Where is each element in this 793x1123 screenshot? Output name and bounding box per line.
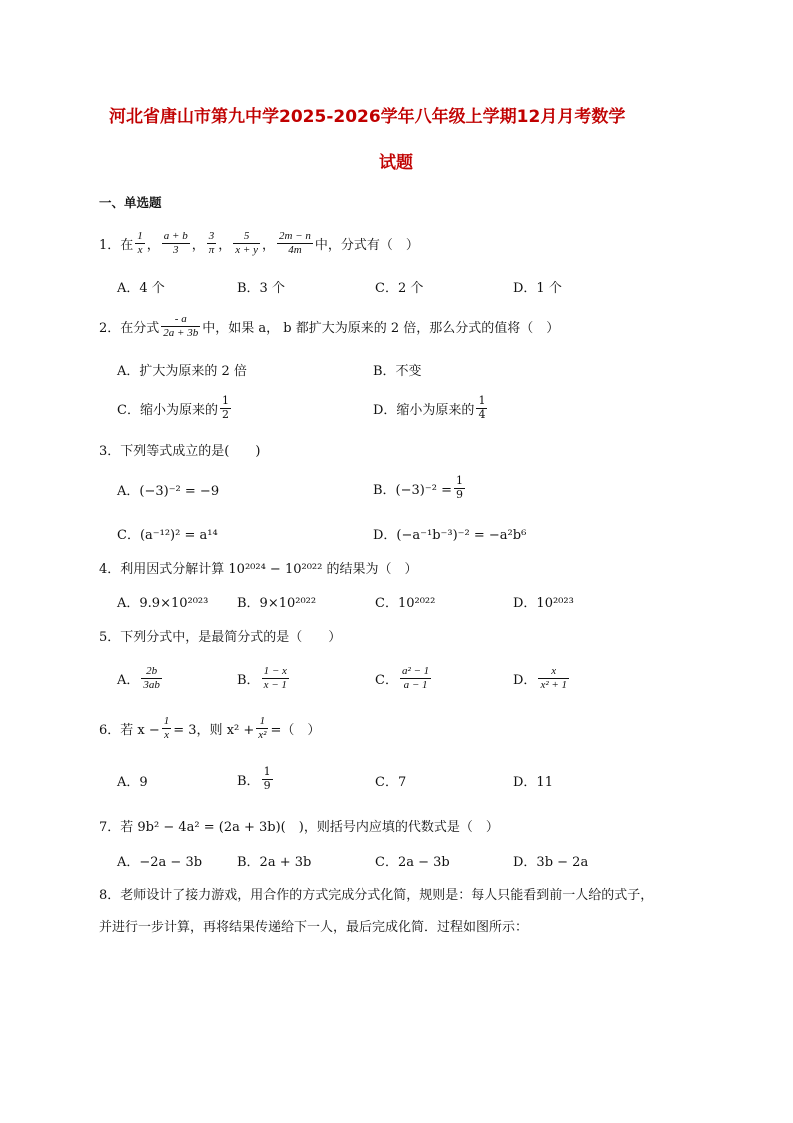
q1-frac-4: $\frac{5}{x + y}$ bbox=[235, 229, 258, 256]
q5-option-b-frac: $\frac{1 - x}{x - 1}$ bbox=[263, 664, 287, 691]
q1-frac-3: $\frac{3}{\pi}$ bbox=[208, 229, 215, 256]
q6-option-b[interactable] bbox=[237, 762, 275, 796]
q4-option-b[interactable]: B．9×10²⁰²² bbox=[237, 596, 317, 611]
q1-sep: ， bbox=[146, 237, 160, 253]
q6-frac-2: $\frac{1}{\text{x²}}$ bbox=[258, 714, 267, 741]
section-heading: 一、单选题 bbox=[99, 195, 162, 210]
q3-option-b[interactable] bbox=[373, 472, 467, 504]
q5-option-d-label: D． bbox=[513, 672, 537, 688]
q6-option-a[interactable]: A．9 bbox=[117, 775, 148, 790]
q2-tail: 中，如果 a， b 都扩大为原来的 2 倍，那么分式的值将（ ） bbox=[202, 320, 560, 336]
q5-option-c-label: C． bbox=[375, 672, 398, 688]
q1-option-a[interactable]: A．4 个 bbox=[117, 281, 165, 296]
q5-option-c[interactable] bbox=[375, 660, 433, 696]
q6-option-b-frac: $\frac{1}{9}$ bbox=[263, 764, 271, 792]
question-8-line-1: 8．老师设计了接力游戏，用合作的方式完成分式化简，规则是：每人只能看到前一人给的式子， bbox=[99, 888, 654, 903]
q7-option-c[interactable]: C．2a − 3b bbox=[375, 855, 450, 870]
q6-option-c[interactable]: C．7 bbox=[375, 775, 407, 790]
q6-tail: =（ ） bbox=[270, 722, 321, 738]
q4-option-d[interactable]: D．10²⁰²³ bbox=[513, 596, 574, 611]
question-1 bbox=[99, 225, 419, 261]
q3-option-d[interactable]: D．(−a⁻¹b⁻³)⁻² = −a²b⁶ bbox=[373, 528, 527, 543]
q2-lead: 2．在分式 bbox=[99, 320, 160, 336]
q4-option-a[interactable]: A．9.9×10²⁰²³ bbox=[117, 596, 209, 611]
q5-option-b[interactable] bbox=[237, 660, 291, 696]
q7-option-a[interactable]: A．−2a − 3b bbox=[117, 855, 203, 870]
q7-option-b[interactable]: B．2a + 3b bbox=[237, 855, 312, 870]
q3-option-b-text: B．(−3)⁻² = bbox=[373, 482, 452, 498]
q6-mid: = 3，则 x² + bbox=[173, 722, 255, 738]
q3-option-a[interactable]: A．(−3)⁻² = −9 bbox=[117, 484, 220, 499]
page-title-line1: 河北省唐山市第九中学2025-2026学年八年级上学期12月月考数学 bbox=[109, 107, 626, 127]
q3-option-c[interactable]: C．(a⁻¹²)² = a¹⁴ bbox=[117, 528, 218, 543]
q1-frac-1: $\frac{1}{x}$ bbox=[137, 229, 143, 256]
page-title-line2: 试题 bbox=[379, 153, 413, 173]
q1-lead: 1．在 bbox=[99, 237, 134, 253]
q5-option-a-frac: $\frac{2b}{3ab}$ bbox=[143, 664, 160, 691]
q4-option-c[interactable]: C．10²⁰²² bbox=[375, 596, 436, 611]
q2-option-b[interactable]: B．不变 bbox=[373, 364, 422, 379]
question-3: 3．下列等式成立的是( ) bbox=[99, 444, 261, 459]
q6-option-d[interactable]: D．11 bbox=[513, 775, 553, 790]
q2-option-d[interactable] bbox=[373, 392, 489, 424]
question-4: 4．利用因式分解计算 10²⁰²⁴ − 10²⁰²² 的结果为（ ） bbox=[99, 562, 418, 577]
q2-option-a[interactable]: A．扩大为原来的 2 倍 bbox=[117, 364, 247, 379]
q1-sep: ， bbox=[218, 237, 232, 253]
q1-frac-5: $\frac{2m - n}{4m}$ bbox=[278, 229, 311, 256]
q5-option-b-label: B． bbox=[237, 672, 260, 688]
q1-option-c[interactable]: C．2 个 bbox=[375, 281, 424, 296]
q1-sep: ， bbox=[261, 237, 275, 253]
q5-option-d[interactable] bbox=[513, 660, 571, 696]
q1-tail: 中，分式有（ ） bbox=[314, 237, 419, 253]
question-7: 7．若 9b² − 4a² = (2a + 3b)( )，则括号内应填的代数式是（ ） bbox=[99, 820, 499, 835]
q2-option-c-text: C．缩小为原来的 bbox=[117, 402, 218, 418]
q2-option-d-frac: $\frac{1}{4}$ bbox=[478, 393, 486, 421]
q6-frac-1: $\frac{1}{x}$ bbox=[163, 714, 170, 741]
q5-option-a[interactable] bbox=[117, 660, 164, 696]
q5-option-c-frac: $\frac{\text{a² − 1}}{a - 1}$ bbox=[401, 664, 430, 691]
question-2 bbox=[99, 308, 559, 344]
q2-frac: $\frac{- a}{2a + 3b}$ bbox=[163, 312, 199, 339]
q1-frac-2: $\frac{a + b}{3}$ bbox=[163, 229, 188, 256]
q1-option-b[interactable]: B．3 个 bbox=[237, 281, 285, 296]
question-8-line-2: 并进行一步计算，再将结果传递给下一人，最后完成化简．过程如图所示： bbox=[99, 920, 529, 935]
q1-option-d[interactable]: D．1 个 bbox=[513, 281, 562, 296]
q3-option-b-frac: $\frac{1}{9}$ bbox=[455, 473, 463, 501]
question-6 bbox=[99, 710, 320, 746]
q5-option-d-frac: $\frac{x}{\text{x² + 1}}$ bbox=[540, 664, 568, 691]
q2-option-c[interactable] bbox=[117, 392, 233, 424]
q6-lead: 6．若 x − bbox=[99, 722, 160, 738]
q7-option-d[interactable]: D．3b − 2a bbox=[513, 855, 589, 870]
q2-option-d-text: D．缩小为原来的 bbox=[373, 402, 475, 418]
q5-option-a-label: A． bbox=[117, 672, 140, 688]
q6-option-b-text: B． bbox=[237, 773, 260, 789]
question-5: 5．下列分式中，是最简分式的是（ ） bbox=[99, 630, 342, 645]
q1-sep: ， bbox=[191, 237, 205, 253]
q2-option-c-frac: $\frac{1}{2}$ bbox=[221, 393, 229, 421]
